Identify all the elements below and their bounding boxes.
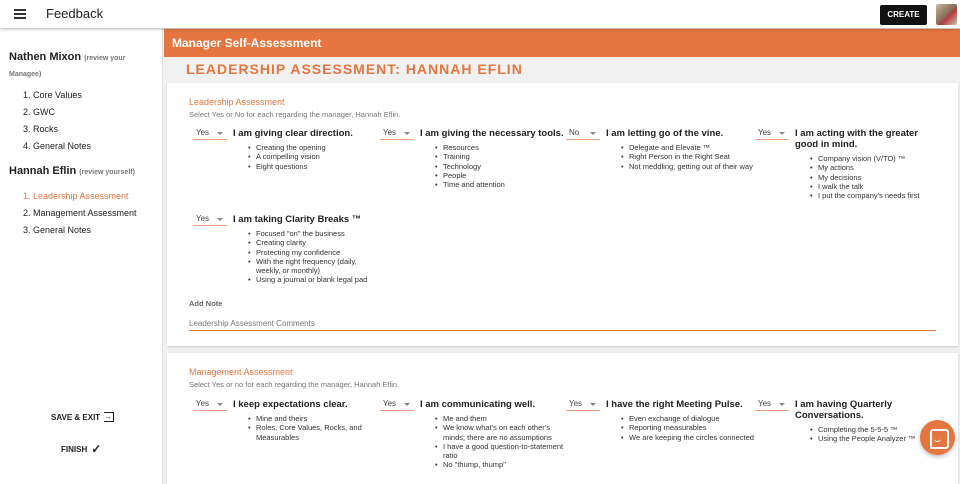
self-nav xyxy=(23,188,137,239)
managee-name: Nathen Mixon xyxy=(9,51,82,63)
yes-no-select[interactable]: Yes xyxy=(755,399,789,411)
app-title: Feedback xyxy=(46,6,104,21)
item-point: • Not meddling, getting out of their way xyxy=(621,162,756,171)
item-points xyxy=(248,229,383,285)
section-heading: LEADERSHIP ASSESSMENT: HANNAH EFLIN xyxy=(186,61,523,77)
item-title: I am communicating well. xyxy=(420,399,536,410)
self-name: Hannah Eflin xyxy=(9,165,77,177)
yes-no-select[interactable]: Yes xyxy=(566,399,600,411)
item-point: • Roles, Core Values, Rocks, and Measurables xyxy=(248,423,383,442)
page-title: Manager Self-Assessment xyxy=(164,29,960,57)
item-point: • Completing the 5-5-5 ™ xyxy=(810,425,945,434)
check-icon: ✓ xyxy=(91,442,102,456)
nav-self-general-notes[interactable]: 3. General Notes xyxy=(23,225,92,235)
managee-nav xyxy=(23,87,91,155)
item-title: I am giving the necessary tools. xyxy=(420,128,564,139)
nav-management-assessment[interactable]: 2. Management Assessment xyxy=(23,208,137,218)
item-title: I have the right Meeting Pulse. xyxy=(606,399,743,410)
item-point: • My actions xyxy=(810,163,945,172)
item-points xyxy=(621,143,756,171)
yes-no-select[interactable]: Yes xyxy=(193,214,227,226)
item-point: • Technology xyxy=(435,162,570,171)
item-point: • We know what's on each other's minds; there are no assumptions xyxy=(435,423,570,442)
item-point: • Focused "on" the business xyxy=(248,229,383,238)
item-point: • With the right frequency (daily, weekly, or monthly) xyxy=(248,257,383,276)
yes-no-select[interactable]: Yes xyxy=(380,399,414,411)
item-points xyxy=(621,414,756,442)
item-title: I keep expectations clear. xyxy=(233,399,348,410)
item-point: • People xyxy=(435,171,570,180)
leadership-comments-input[interactable] xyxy=(189,316,936,331)
management-title: Management Assessment xyxy=(189,367,293,377)
item-point: • Delegate and Elevate ™ xyxy=(621,143,756,152)
nav-gwc[interactable]: 2. GWC xyxy=(23,107,56,117)
top-app-bar xyxy=(0,0,960,28)
managee-heading xyxy=(9,50,159,82)
item-points xyxy=(435,143,570,189)
item-title: I am taking Clarity Breaks ™ xyxy=(233,214,362,225)
item-point: • Right Person in the Right Seat xyxy=(621,152,756,161)
leadership-subtitle: Select Yes or No for each regarding the manager, Hannah Eflin. xyxy=(189,110,401,119)
yes-no-select[interactable]: Yes xyxy=(755,128,789,140)
add-note-label: Add Note xyxy=(189,299,223,308)
save-exit-label: SAVE & EXIT xyxy=(51,412,101,422)
create-button[interactable]: CREATE xyxy=(880,5,927,25)
item-points xyxy=(810,154,945,200)
item-point: • Company vision (V/TO) ™ xyxy=(810,154,945,163)
yes-no-select[interactable]: Yes xyxy=(193,399,227,411)
item-point: • I have a good question-to-statement ratio xyxy=(435,442,570,461)
item-point: • I put the company's needs first xyxy=(810,191,945,200)
item-point: • Resources xyxy=(435,143,570,152)
item-title: I am letting go of the vine. xyxy=(606,128,724,139)
nav-leadership-assessment[interactable]: 1. Leadership Assessment xyxy=(23,191,129,201)
item-point: • Using the People Analyzer ™ xyxy=(810,434,945,443)
item-point: • Eight questions xyxy=(248,162,383,171)
menu-icon[interactable] xyxy=(14,9,26,19)
exit-icon: → xyxy=(104,412,113,421)
yes-no-select[interactable]: No xyxy=(566,128,600,140)
item-point: • A compelling vision xyxy=(248,152,383,161)
management-card xyxy=(167,353,958,484)
item-point: • Creating the opening xyxy=(248,143,383,152)
avatar[interactable] xyxy=(936,4,957,25)
save-exit-button[interactable] xyxy=(51,412,114,422)
chat-launcher-button[interactable] xyxy=(920,420,955,455)
item-point: • Reporting measurables xyxy=(621,423,756,432)
finish-label: FINISH xyxy=(61,444,88,454)
nav-rocks[interactable]: 3. Rocks xyxy=(23,124,59,134)
item-points xyxy=(248,414,383,442)
item-point: • Me and them xyxy=(435,414,570,423)
item-point: • No "thump, thump" xyxy=(435,460,570,469)
item-title: I am acting with the greater good in mind. xyxy=(795,128,918,150)
yes-no-select[interactable]: Yes xyxy=(193,128,227,140)
nav-managee-general-notes[interactable]: 4. General Notes xyxy=(23,141,92,151)
item-point: • Using a journal or blank legal pad xyxy=(248,275,383,284)
item-point: • Even exchange of dialogue xyxy=(621,414,756,423)
item-point: • Time and attention xyxy=(435,180,570,189)
finish-button[interactable] xyxy=(61,442,101,456)
item-point: • We are keeping the circles connected xyxy=(621,433,756,442)
self-note: (review yourself) xyxy=(79,169,135,176)
leadership-title: Leadership Assessment xyxy=(189,97,285,107)
item-point: • I walk the talk xyxy=(810,182,945,191)
item-point: • My decisions xyxy=(810,173,945,182)
item-point: • Protecting my confidence xyxy=(248,248,383,257)
self-heading xyxy=(9,164,159,180)
leadership-card xyxy=(167,83,958,346)
item-title: I am giving clear direction. xyxy=(233,128,353,139)
item-point: • Mine and theirs xyxy=(248,414,383,423)
item-points xyxy=(248,143,383,171)
item-point: • Creating clarity xyxy=(248,238,383,247)
item-points xyxy=(435,414,570,470)
management-subtitle: Select Yes or no for each regarding the manager, Hannah Eflin. xyxy=(189,380,400,389)
managee-note: (review your Managee) xyxy=(9,55,126,78)
item-point: • Training xyxy=(435,152,570,161)
yes-no-select[interactable]: Yes xyxy=(380,128,414,140)
item-title: I am having Quarterly Conversations. xyxy=(795,399,893,421)
sidebar xyxy=(0,28,163,484)
nav-core-values[interactable]: 1. Core Values xyxy=(23,90,82,100)
